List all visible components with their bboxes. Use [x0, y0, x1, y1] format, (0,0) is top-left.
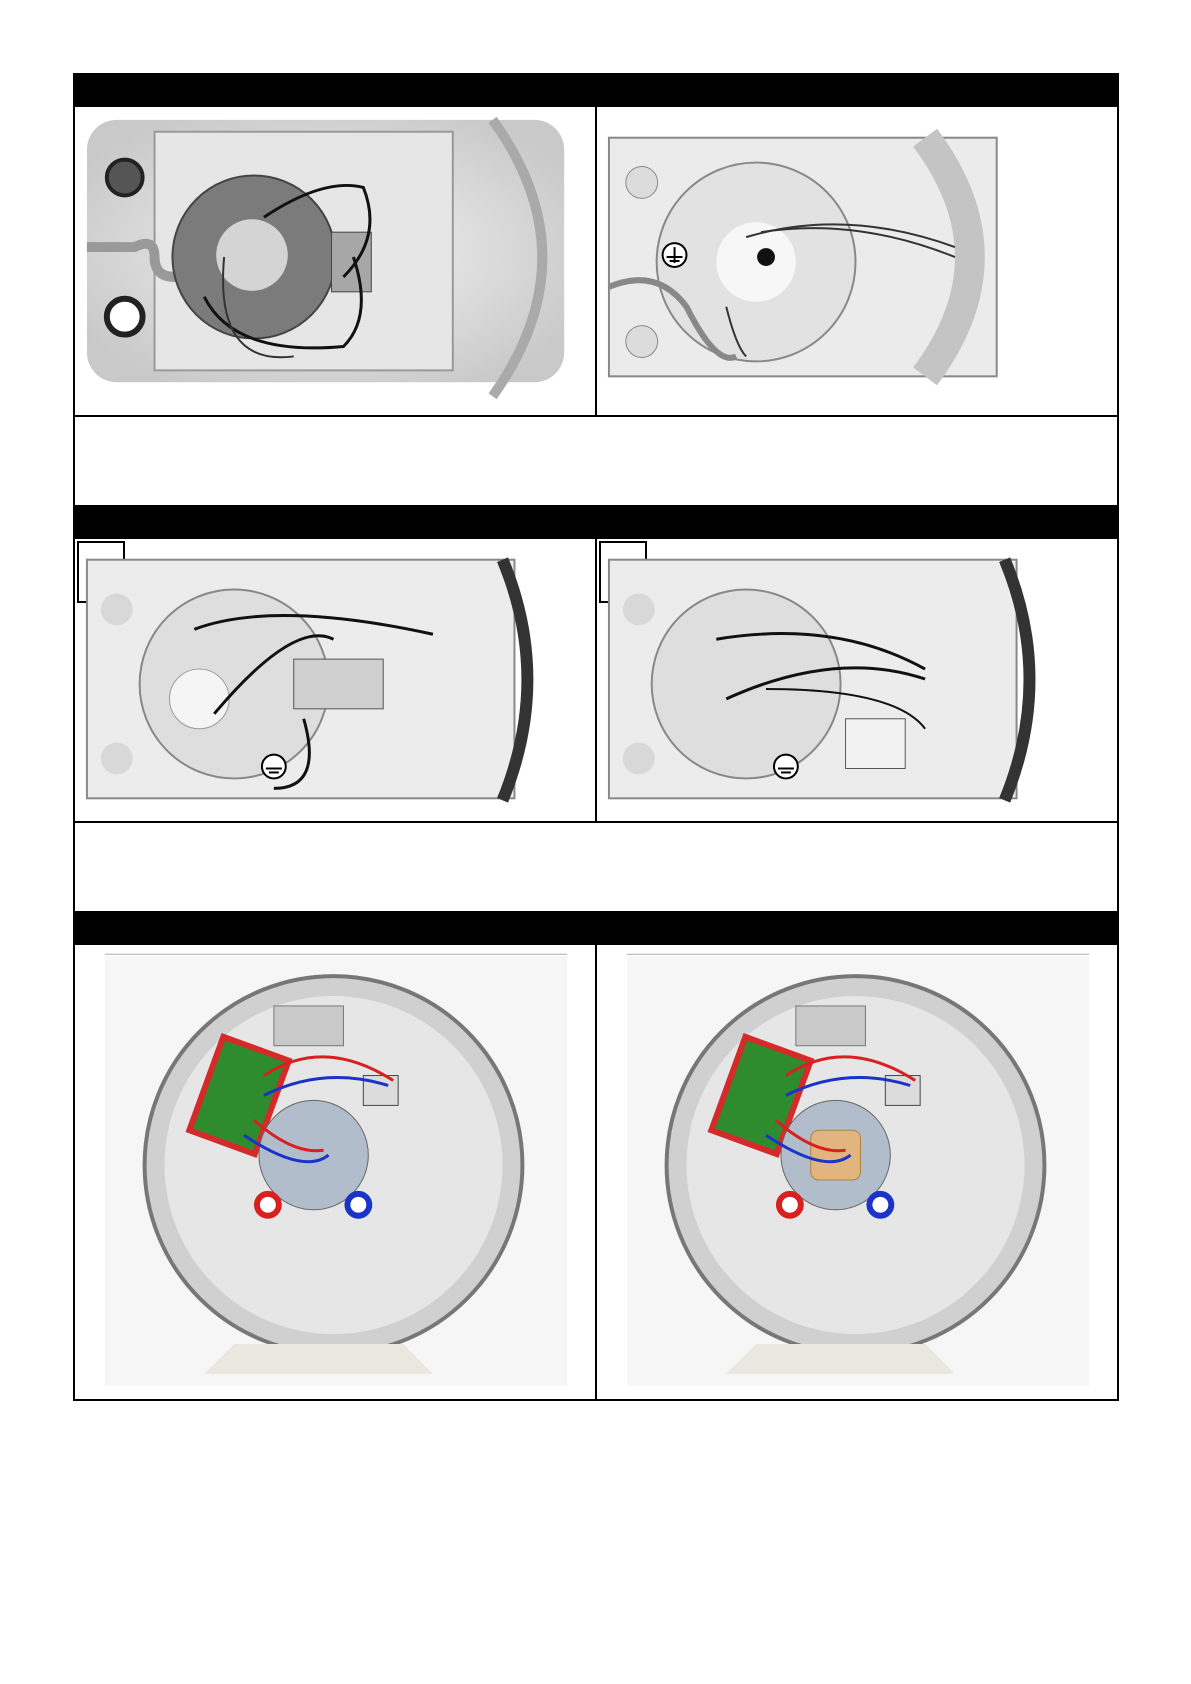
figure-row-1	[73, 107, 1119, 417]
figure-alt-thermostat	[595, 539, 1117, 821]
thermostat-module-illustration	[75, 539, 595, 821]
section-header-bar-2	[73, 505, 1119, 539]
figure-row-3	[73, 945, 1119, 1401]
figure-thermostat-module	[75, 539, 595, 821]
section-header-bar-1	[73, 73, 1119, 107]
figure-row-2	[73, 539, 1119, 823]
section-note-2	[73, 823, 1119, 911]
wiring-instruction-sheet	[73, 73, 1119, 1401]
figure-electronic-board	[75, 945, 595, 1399]
earth-symbol	[262, 755, 286, 779]
flange-wiring-illustration	[597, 107, 1117, 415]
heater-wiring-illustration	[75, 107, 595, 415]
circuit-board-illustration	[75, 945, 595, 1399]
alt-thermostat-illustration	[597, 539, 1117, 821]
earth-symbol	[774, 755, 798, 779]
section-note-1	[73, 417, 1119, 505]
figure-thermostat-wiring	[75, 107, 595, 415]
circuit-board-illustration	[597, 945, 1117, 1399]
earth-symbol	[663, 243, 687, 267]
figure-electronic-board-ceramic	[595, 945, 1117, 1399]
figure-flange-wiring	[595, 107, 1117, 415]
section-header-bar-3	[73, 911, 1119, 945]
